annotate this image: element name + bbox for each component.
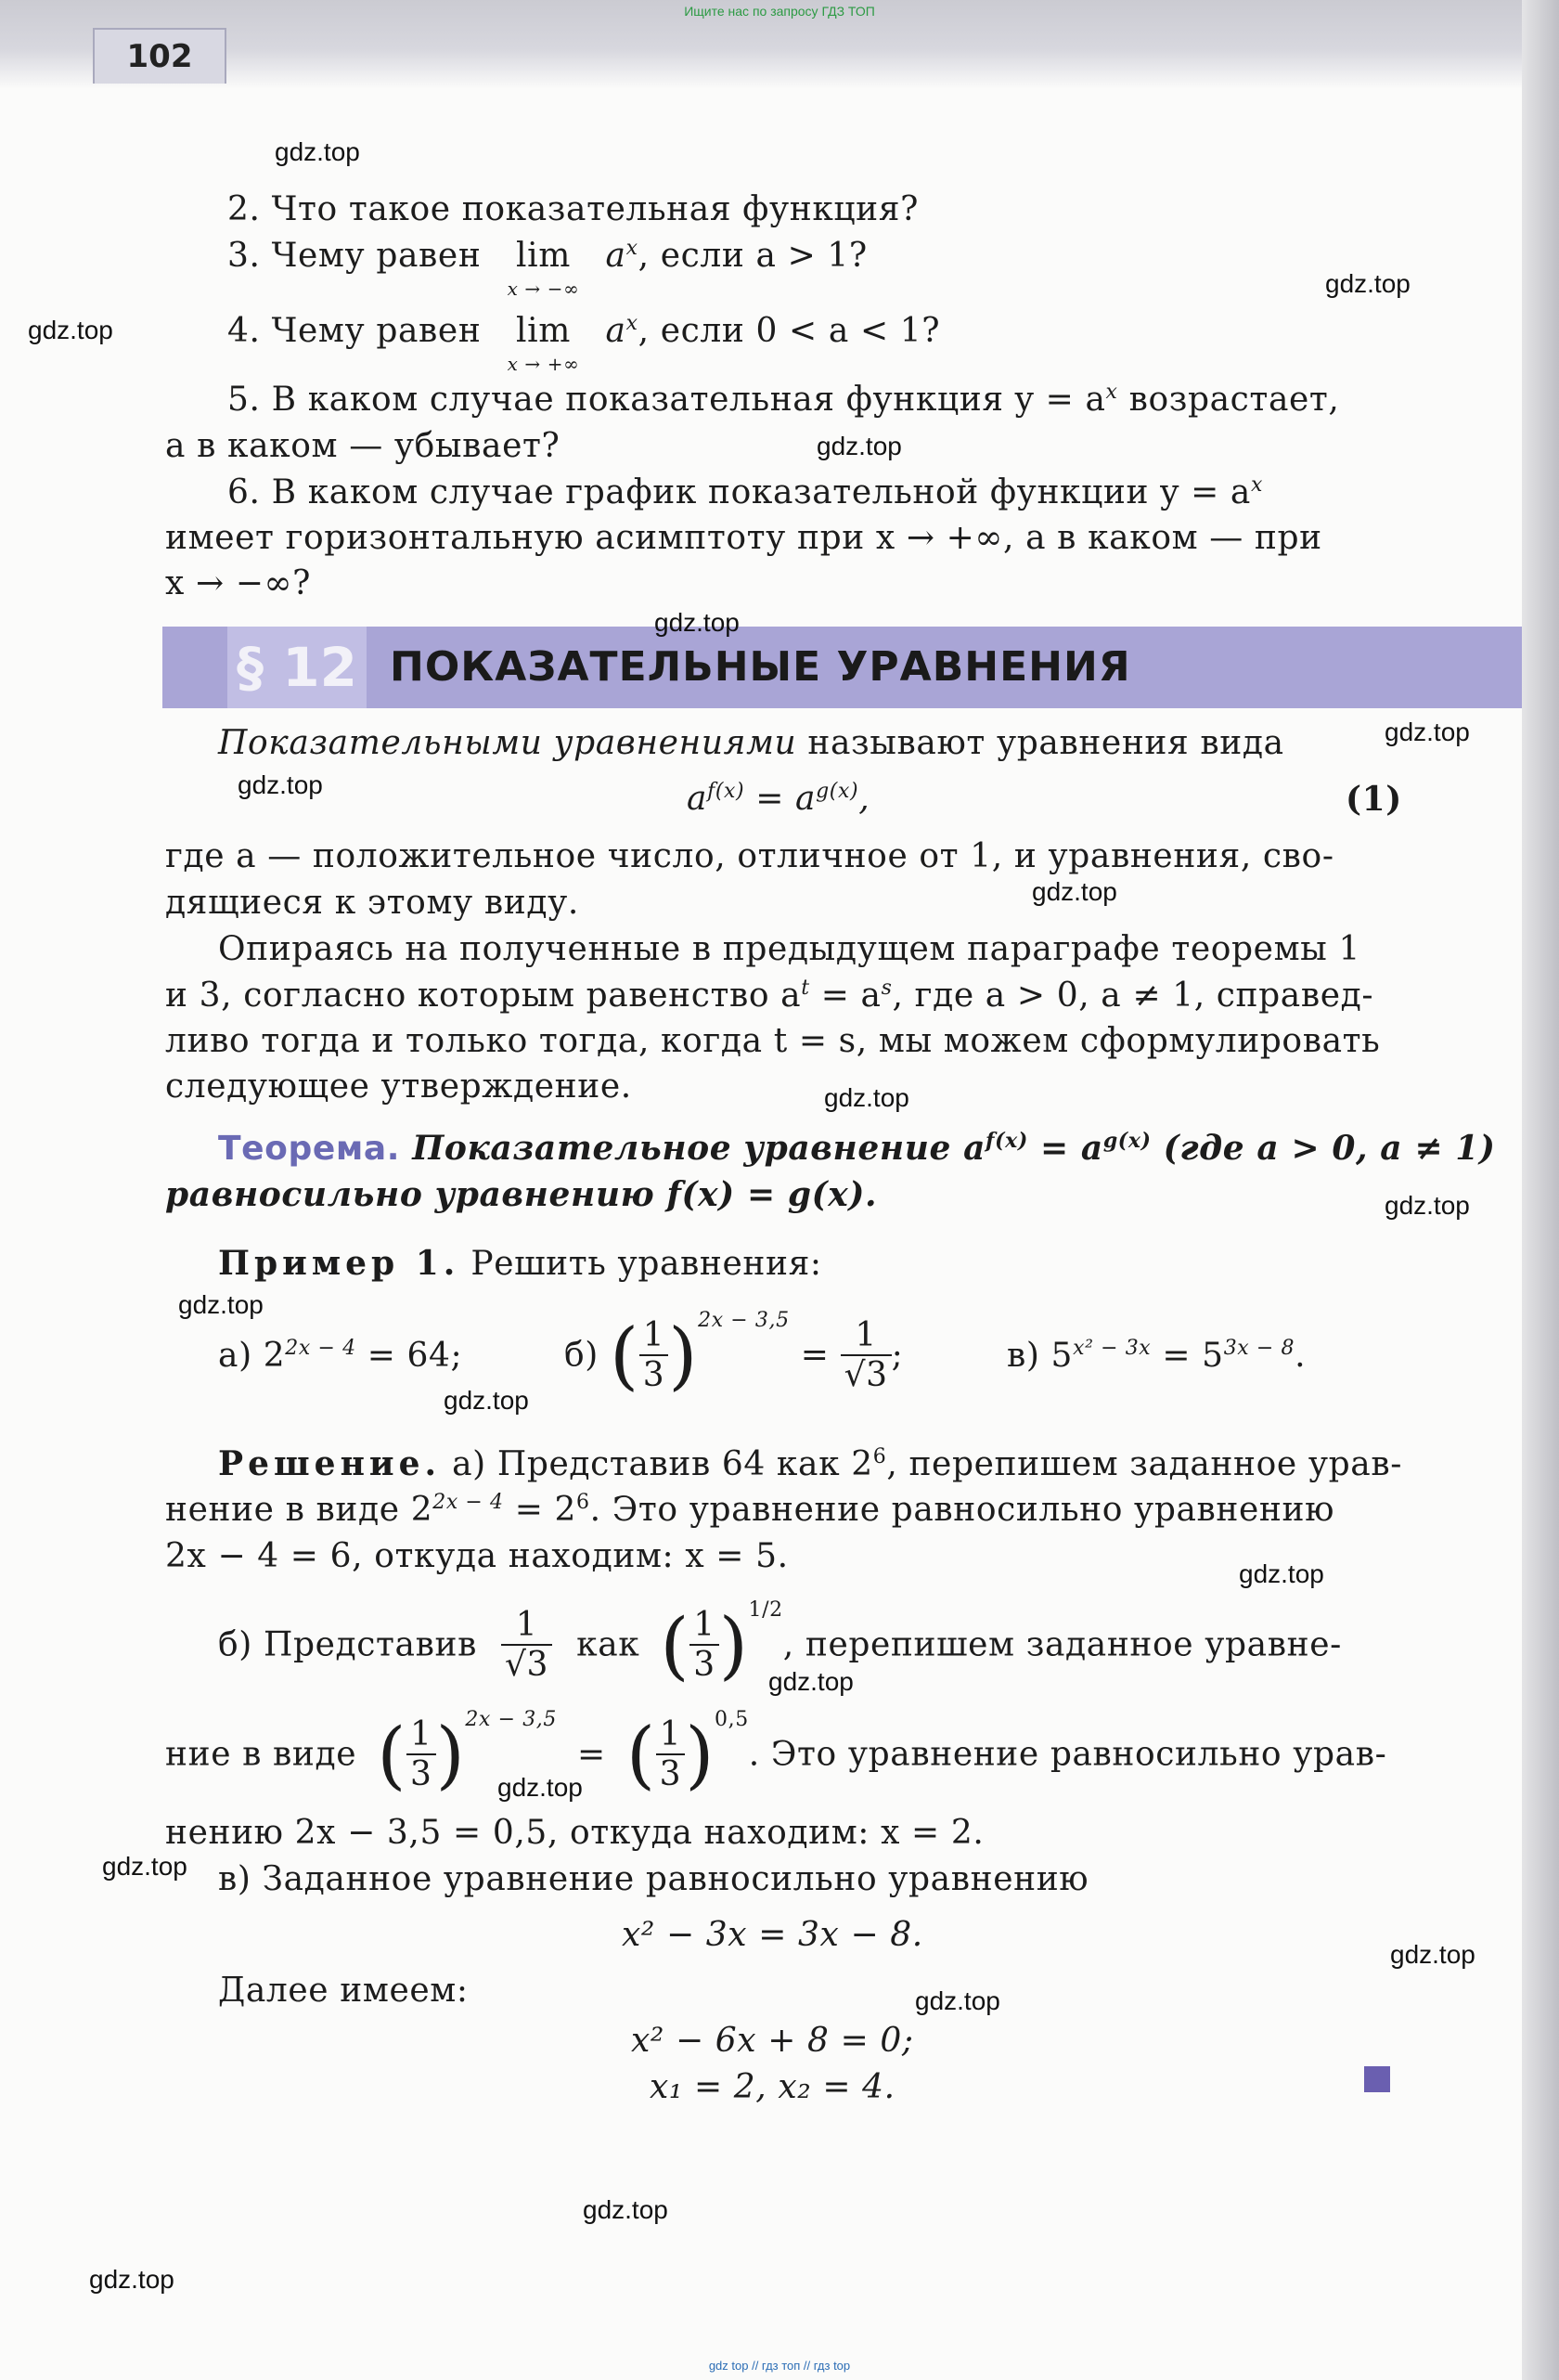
question-3 xyxy=(227,237,868,300)
fraction xyxy=(689,1606,719,1684)
power-exponent: 2x − 4 xyxy=(432,1491,504,1514)
question-5-text: 5. В каком случае показательная функция y = a xyxy=(227,381,1106,419)
example-a xyxy=(218,1337,462,1375)
watermark: gdz.top xyxy=(238,770,323,799)
solution-a-line-2 xyxy=(165,1491,1334,1529)
right-paren: ) xyxy=(668,1312,699,1399)
limit-block xyxy=(492,237,594,300)
power-exponent: f(x) xyxy=(986,1129,1028,1153)
solution-c-equation-2: x² − 6x + 8 = 0; xyxy=(631,2022,914,2060)
solution-c-equation: x² − 3x = 3x − 8. xyxy=(622,1916,923,1954)
watermark: gdz.top xyxy=(1390,1940,1475,1969)
power-exponent: x xyxy=(625,312,638,335)
example-c-text: . xyxy=(1295,1337,1307,1375)
paragraph-line-4: следующее утверждение. xyxy=(165,1067,632,1106)
solution-b-line-3: нению 2x − 3,5 = 0,5, откуда находим: x = 2. xyxy=(165,1814,985,1852)
power-exponent: 3x − 8 xyxy=(1223,1337,1295,1360)
power-exponent: 2x − 4 xyxy=(285,1337,356,1360)
solution-c-line-2: Далее имеем: xyxy=(218,1972,469,2010)
power-exponent: 6 xyxy=(872,1445,887,1468)
equals-sign: = xyxy=(800,1336,830,1375)
formula-exponent-g: g(x) xyxy=(816,780,859,803)
fraction-numerator: 1 xyxy=(656,1715,686,1755)
example-c-text: в) 5 xyxy=(1007,1337,1074,1375)
watermark: gdz.top xyxy=(1325,269,1411,298)
formula-1 xyxy=(687,780,870,818)
power-exponent: 2x − 3,5 xyxy=(698,1309,790,1332)
solution-c-roots: x₁ = 2, x₂ = 4. xyxy=(650,2068,895,2106)
page-number: 102 xyxy=(93,28,226,84)
definition-line-2: где a — положительное число, отличное от 1, и уравнения, сво- xyxy=(165,837,1334,875)
theorem-text: = a xyxy=(1027,1129,1103,1168)
right-paren: ) xyxy=(685,1711,715,1798)
example-a-text: = 64; xyxy=(355,1337,463,1375)
page-edge xyxy=(1522,0,1559,2380)
example-c xyxy=(1007,1337,1306,1375)
solution-b-line-2 xyxy=(165,1708,1386,1810)
power-exponent: 6 xyxy=(576,1491,590,1514)
watermark: gdz.top xyxy=(817,432,902,460)
watermark: gdz.top xyxy=(915,1986,1000,2015)
solution-text: ние в виде xyxy=(165,1735,357,1774)
question-5-end: возрастает, xyxy=(1117,381,1340,419)
fraction-denominator: √3 xyxy=(505,1646,549,1684)
theorem-line-1 xyxy=(218,1129,1496,1168)
left-paren: ( xyxy=(660,1601,690,1688)
equals-sign: = xyxy=(577,1735,606,1774)
fraction xyxy=(501,1606,552,1684)
paragraph-line-1: Опираясь на полученные в предыдущем параграфе теоремы 1 xyxy=(218,930,1360,968)
fraction xyxy=(406,1715,436,1793)
question-4 xyxy=(227,312,941,375)
question-6-line-3: x → −∞? xyxy=(165,564,312,602)
solution-a-line-1 xyxy=(218,1444,1402,1483)
power-exponent: s xyxy=(881,977,893,1000)
watermark: gdz.top xyxy=(89,2265,174,2294)
fraction-denominator: 3 xyxy=(693,1646,715,1684)
solution-text: а) Представив 64 как 2 xyxy=(441,1445,873,1483)
example-c-text: = 5 xyxy=(1151,1337,1224,1375)
fraction xyxy=(841,1316,892,1394)
question-3-condition: , если a > 1? xyxy=(638,237,868,275)
section-number: § 12 xyxy=(227,627,367,708)
watermark: gdz.top xyxy=(654,608,740,637)
fraction-numerator: 1 xyxy=(689,1606,719,1646)
definition-line-1 xyxy=(218,724,1284,762)
paragraph-text: , где a > 0, a ≠ 1, справед- xyxy=(892,977,1374,1015)
question-2: 2. Что такое показательная функция? xyxy=(227,190,919,228)
fraction-denominator: 3 xyxy=(410,1755,432,1793)
question-4-condition: , если 0 < a < 1? xyxy=(638,312,941,350)
paragraph-line-2 xyxy=(165,977,1373,1015)
question-6-text: 6. В каком случае график показательной функции y = a xyxy=(227,473,1251,511)
left-paren: ( xyxy=(377,1711,407,1798)
theorem-label: Теорема. xyxy=(218,1130,401,1168)
question-5-line-2: а в каком — убывает? xyxy=(165,427,560,465)
question-5-line-1 xyxy=(227,381,1339,419)
power-exponent: 1/2 xyxy=(748,1598,783,1622)
fraction-denominator: 3 xyxy=(659,1755,682,1793)
formula-number: (1) xyxy=(1346,780,1402,819)
paragraph-text: и 3, согласно которым равенство a xyxy=(165,977,802,1015)
watermark: gdz.top xyxy=(768,1667,854,1696)
solution-text: б) Представив xyxy=(218,1625,477,1664)
fraction-numerator: 1 xyxy=(406,1715,436,1755)
formula-base: a xyxy=(687,780,708,818)
left-paren: ( xyxy=(625,1711,656,1798)
question-4-text: 4. Чему равен xyxy=(227,312,482,350)
watermark: gdz.top xyxy=(178,1290,264,1319)
theorem-text: Показательное уравнение a xyxy=(400,1129,986,1168)
fraction xyxy=(656,1715,686,1793)
solution-a-line-3: 2x − 4 = 6, откуда находим: x = 5. xyxy=(165,1537,789,1575)
fraction-denominator: 3 xyxy=(642,1356,665,1394)
watermark: gdz.top xyxy=(275,137,360,166)
question-6-line-2: имеет горизонтальную асимптоту при x → +∞, а в каком — при xyxy=(165,519,1322,557)
solution-text: , перепишем заданное уравне- xyxy=(782,1625,1342,1664)
fraction xyxy=(639,1316,669,1394)
watermark: gdz.top xyxy=(1032,877,1117,906)
formula-equals: = a xyxy=(744,780,817,818)
solution-text: = 2 xyxy=(503,1491,577,1529)
solution-c-line-1: в) Заданное уравнение равносильно уравнению xyxy=(218,1860,1089,1898)
question-6-line-1 xyxy=(227,473,1263,511)
fraction-numerator: 1 xyxy=(841,1316,892,1356)
example-b xyxy=(564,1309,903,1411)
watermark: gdz.top xyxy=(1385,718,1470,746)
power-exponent: x xyxy=(625,237,638,260)
watermark: gdz.top xyxy=(28,316,113,344)
definition-term: Показательными уравнениями xyxy=(218,724,797,762)
theorem-line-2: равносильно уравнению f(x) = g(x). xyxy=(165,1175,878,1214)
semicolon: ; xyxy=(891,1336,904,1375)
solution-text: нение в виде 2 xyxy=(165,1491,433,1529)
fraction-numerator: 1 xyxy=(639,1316,669,1356)
question-3-text: 3. Чему равен xyxy=(227,237,482,275)
lim-label: lim xyxy=(516,237,571,275)
solution-text: . Это уравнение равносильно уравнению xyxy=(589,1491,1335,1529)
site-note: Ищите нас по запросу ГДЗ ТОП xyxy=(684,4,875,19)
power-exponent: t xyxy=(801,977,810,1000)
solution-text: , перепишем заданное урав- xyxy=(886,1445,1402,1483)
power-exponent: 2x − 3,5 xyxy=(465,1708,557,1731)
definition-line-3: дящиеся к этому виду. xyxy=(165,884,579,922)
lim-label: lim xyxy=(516,312,571,350)
power-exponent: x xyxy=(1105,381,1118,404)
fraction-numerator: 1 xyxy=(501,1606,552,1646)
example-heading xyxy=(218,1244,822,1283)
paragraph-line-3: ливо тогда и только тогда, когда t = s, мы можем сформулировать xyxy=(165,1022,1381,1060)
example-label: Пример 1. xyxy=(218,1244,460,1283)
example-b-label: б) xyxy=(564,1336,599,1375)
watermark: gdz.top xyxy=(824,1083,909,1112)
watermark: gdz.top xyxy=(102,1852,187,1881)
watermark: gdz.top xyxy=(1385,1191,1470,1220)
formula-exponent-f: f(x) xyxy=(707,780,745,803)
formula-comma: , xyxy=(858,780,870,818)
end-of-proof-square xyxy=(1364,2066,1390,2092)
watermark: gdz.top xyxy=(444,1386,529,1415)
power-exponent: 0,5 xyxy=(715,1708,749,1731)
power-base: a xyxy=(605,312,626,350)
solution-text: . Это уравнение равносильно урав- xyxy=(748,1735,1387,1774)
theorem-condition: (где a > 0, a ≠ 1) xyxy=(1151,1129,1496,1168)
power-exponent: x xyxy=(1251,473,1264,497)
limit-block xyxy=(492,312,594,375)
section-title: ПОКАЗАТЕЛЬНЫЕ УРАВНЕНИЯ xyxy=(390,643,1131,691)
footer-note: gdz top // гдз топ // гдз top xyxy=(708,2359,851,2373)
left-paren: ( xyxy=(609,1312,639,1399)
definition-text: называют уравнения вида xyxy=(796,724,1284,762)
watermark: gdz.top xyxy=(1239,1559,1324,1588)
limit-subscript: x → −∞ xyxy=(507,278,580,300)
power-exponent: x² − 3x xyxy=(1073,1337,1152,1360)
solution-text: как xyxy=(576,1625,640,1664)
example-text: Решить уравнения: xyxy=(459,1245,822,1283)
watermark: gdz.top xyxy=(583,2195,668,2224)
paragraph-text: = a xyxy=(809,977,882,1015)
power-base: a xyxy=(605,237,626,275)
limit-subscript: x → +∞ xyxy=(507,353,580,375)
right-paren: ) xyxy=(435,1711,466,1798)
right-paren: ) xyxy=(718,1601,749,1688)
watermark: gdz.top xyxy=(497,1773,583,1802)
fraction-denominator: √3 xyxy=(844,1356,888,1394)
power-exponent: g(x) xyxy=(1102,1129,1152,1153)
solution-label: Решение. xyxy=(218,1444,442,1483)
example-a-text: а) 2 xyxy=(218,1337,286,1375)
